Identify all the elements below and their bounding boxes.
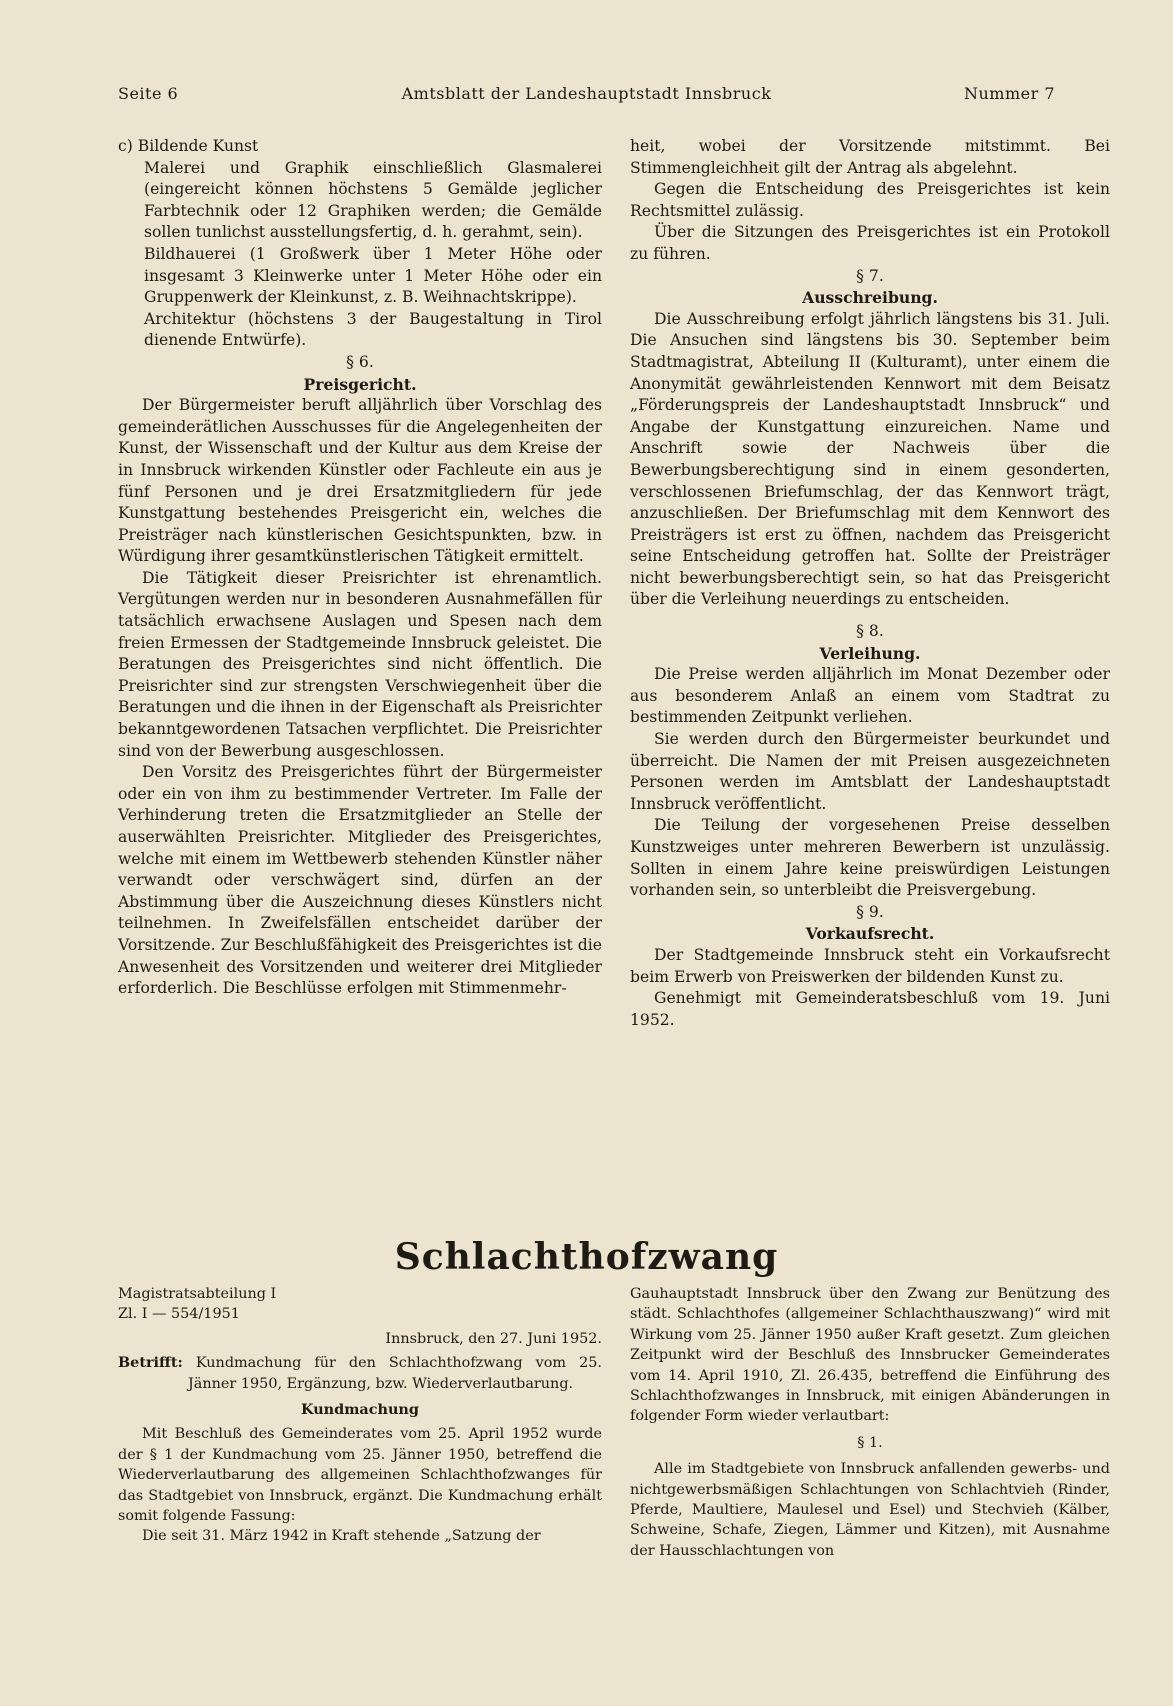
section-7-title: Ausschreibung.: [802, 288, 938, 308]
left-column: [118, 136, 602, 1000]
section-9-number: § 9.: [856, 902, 884, 921]
item-c-painting: Malerei und Graphik einschließlich Glasmalerei (eingereicht können höchstens 5 Gemälde jeglicher Farbtechnik oder 12 Graphiken werden; die Gemälde sollen tunlichst ausstellungsfertig, d. h. gerahmt, sein).: [144, 158, 602, 242]
section-8-paragraph: Sie werden durch den Bürgermeister beurkundet und überreicht. Die Namen der mit Preisen ausgezeichneten Personen werden im Amtsblatt der Landeshauptstadt Innsbruck veröffentlicht.: [630, 730, 1110, 813]
section-8-title: Verleihung.: [819, 643, 921, 663]
page-number-label: Seite 6: [118, 84, 179, 103]
subject-text: Kundmachung für den Schlachthofzwang vom 25. Jänner 1950, Ergänzung, bzw. Wiederverlautbarung.: [188, 1355, 602, 1392]
section-6-number: § 6.: [346, 352, 374, 371]
running-title: Amtsblatt der Landeshauptstadt Innsbruck: [401, 84, 772, 103]
right-column: [630, 136, 1110, 1031]
announcement-paragraph: Alle im Stadtgebiete von Innsbruck anfallenden gewerbs- und nichtgewerbsmäßigen Schlachtungen von Schlachtvieh (Rinder, Pferde, Maultiere, Maulesel und Esel) und Stechvieh (Kälber, Schweine, Schafe, Ziegen, Lämmer und Kitzen), mit Ausnahme der Hausschlachtungen von: [630, 1461, 1110, 1559]
announcement-paragraph: Die seit 31. März 1942 in Kraft stehende „Satzung der: [142, 1528, 541, 1545]
item-c-heading: Bildende Kunst: [137, 137, 259, 155]
announcement-paragraph: Gauhauptstadt Innsbruck über den Zwang zur Benützung des städt. Schlachthofes (allgemeiner Schlachthauszwang)“ wird mit Wirkung vom 25. Jänner 1950 außer Kraft gesetzt. Zum gleichen Zeitpunkt wird der Beschluß des Innsbrucker Gemeinderates vom 14. April 1910, Zl. 26.435, betreffend die Einführung des Schlachthofzwanges in Innsbruck, mit einigen Abänderungen in folgender Form wieder verlautbart:: [630, 1286, 1110, 1425]
subject-line: [118, 1353, 602, 1394]
item-c-sculpture: Bildhauerei (1 Großwerk über 1 Meter Höhe oder insgesamt 3 Kleinwerke unter 1 Meter Höhe oder ein Gruppenwerk der Kleinkunst, z. B. Weihnachtskrippe).: [144, 244, 602, 307]
paragraph: heit, wobei der Vorsitzende mitstimmt. Bei Stimmengleichheit gilt der Antrag als abgelehnt.: [630, 137, 1110, 177]
section-7-paragraph: Die Ausschreibung erfolgt jährlich längstens bis 31. Juli. Die Ansuchen sind längstens bis 30. September beim Stadtmagistrat, Abteilung II (Kulturamt), unter einem die Anonymität gewährleistenden Kennwort mit dem Beisatz „Förderungspreis der Landeshauptstadt Innsbruck“ und Angabe der Kunstgattung einzureichen. Name und Anschrift sowie der Nachweis über die Bewerbungsberechtigung sind in einem gesonderten, verschlossenen Briefumschlag, der das Kennwort trägt, anzuschließen. Der Briefumschlag mit dem Kennwort des Preisträgers ist erst zu öffnen, nachdem das Preisgericht seine Entscheidung getroffen hat. Sollte der Preisträger nicht bewerbungsberechtigt sein, so hat das Preisgericht über die Verleihung neuerdings zu entscheiden.: [630, 309, 1110, 609]
subject-label: Betrifft:: [118, 1354, 183, 1372]
dateline: Innsbruck, den 27. Juni 1952.: [385, 1330, 602, 1347]
section-8-paragraph: Die Teilung der vorgesehenen Preise desselben Kunstzweiges unter mehreren Bewerbern ist unzulässig. Sollten in einem Jahre keine preiswürdigen Leistungen vorhanden sein, so unterbleibt die Preisvergebung.: [630, 816, 1110, 900]
article-title: Schlachthofzwang: [394, 1236, 779, 1278]
paragraph: Gegen die Entscheidung des Preisgerichtes ist kein Rechtsmittel zulässig.: [630, 180, 1110, 220]
section-6-paragraph: Die Tätigkeit dieser Preisrichter ist ehrenamtlich. Vergütungen werden nur in besonderen Ausnahmefällen für tatsächlich erwachsene Auslagen und Spesen nach dem freien Ermessen der Stadtgemeinde Innsbruck geleistet. Die Beratungen des Preisgerichtes sind nicht öffentlich. Die Preisrichter sind zur strengsten Verschwiegenheit über die Beratungen und die ihnen in der Eigenschaft als Preisrichter bekanntgewordenen Tatsachen verpflichtet. Die Preisrichter sind von der Bewerbung ausgeschlossen.: [118, 568, 602, 760]
approval-note: Genehmigt mit Gemeinderatsbeschluß vom 19. Juni 1952.: [630, 989, 1110, 1029]
issue-number-label: Nummer 7: [963, 84, 1055, 103]
section-8-paragraph: Die Preise werden alljährlich im Monat Dezember oder aus besonderem Anlaß an einem vom Stadtrat zu bestimmenden Zeitpunkt verliehen.: [630, 665, 1110, 727]
section-8-number: § 8.: [856, 622, 884, 641]
item-c-title: [118, 136, 602, 158]
department-label: Magistratsabteilung I: [118, 1286, 277, 1302]
article-section-1-number: § 1.: [857, 1434, 883, 1451]
section-9-title: Vorkaufsrecht.: [805, 924, 935, 944]
section-7-number: § 7.: [856, 266, 884, 285]
section-6-title: Preisgericht.: [303, 374, 417, 394]
item-c-architecture: Architektur (höchstens 3 der Baugestaltung in Tirol dienende Entwürfe).: [144, 309, 602, 350]
announcement-title: Kundmachung: [301, 1401, 419, 1419]
section-9-paragraph: Der Stadtgemeinde Innsbruck steht ein Vorkaufsrecht beim Erwerb von Preiswerken der bildenden Kunst zu.: [630, 945, 1110, 986]
paragraph: Über die Sitzungen des Preisgerichtes ist ein Protokoll zu führen.: [630, 223, 1110, 263]
announcement-paragraph: Mit Beschluß des Gemeinderates vom 25. April 1952 wurde der § 1 der Kundmachung vom 25. Jänner 1950, betreffend die Wiederverlautbarung des allgemeinen Schlachthofzwanges für das Stadtgebiet von Innsbruck, ergänzt. Die Kundmachung erhält somit folgende Fassung:: [118, 1426, 602, 1525]
section-6-paragraph: Der Bürgermeister beruft alljährlich über Vorschlag des gemeinderätlichen Ausschusses für die Angelegenheiten der Kunst, der Wissenschaft und der Kultur aus dem Kreise der in Innsbruck wirkenden Künstler oder Fachleute ein aus je fünf Personen und je drei Ersatzmitgliedern für jede Kunstgattung bestehendes Preisgericht ein, welches die Preisträger nach künstlerischen Gesichtspunkten, bzw. in Würdigung ihrer gesamtkünstlerischen Tätigkeit ermittelt.: [118, 396, 602, 566]
article-right-column: [630, 1284, 1110, 1561]
section-6-paragraph: Den Vorsitz des Preisgerichtes führt der Bürgermeister oder ein von ihm zu bestimmender Vertreter. Im Falle der Verhinderung treten die Ersatzmitglieder an Stelle der auserwählten Preisrichter. Mitglieder des Preisgerichtes, welche mit einem im Wettbewerb stehenden Künstler näher verwandt oder verschwägert sind, dürfen an der Abstimmung über die Auszeichnung dieses Künstlers nicht teilnehmen. In Zweifelsfällen entscheidet darüber der Vorsitzende. Zur Beschlußfähigkeit des Preisgerichtes ist die Anwesenheit des Vorsitzenden und weiterer drei Mitglieder erforderlich. Die Beschlüsse erfolgen mit Stimmenmehr-: [118, 763, 602, 998]
item-c-label: c): [118, 137, 133, 155]
reference-number: Zl. I — 554/1951: [118, 1306, 240, 1323]
article-left-column: [118, 1284, 602, 1547]
